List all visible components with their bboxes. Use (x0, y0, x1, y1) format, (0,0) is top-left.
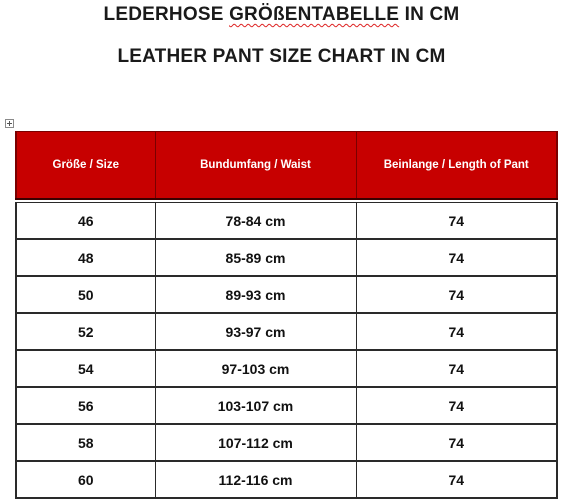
cell-waist[interactable]: 78-84 cm (155, 203, 356, 240)
cell-length[interactable]: 74 (356, 203, 557, 240)
cell-size[interactable]: 60 (16, 461, 155, 498)
cell-size[interactable]: 56 (16, 387, 155, 424)
cell-waist[interactable]: 85-89 cm (155, 239, 356, 276)
cell-size[interactable]: 58 (16, 424, 155, 461)
cell-size[interactable]: 48 (16, 239, 155, 276)
table-row (16, 239, 557, 276)
cell-waist[interactable]: 112-116 cm (155, 461, 356, 498)
size-chart-table (15, 131, 558, 499)
cell-length[interactable]: 74 (356, 276, 557, 313)
cell-length[interactable]: 74 (356, 387, 557, 424)
cell-length[interactable]: 74 (356, 239, 557, 276)
table-row (16, 461, 557, 498)
cell-length[interactable]: 74 (356, 461, 557, 498)
cell-size[interactable]: 46 (16, 203, 155, 240)
cell-waist[interactable]: 89-93 cm (155, 276, 356, 313)
table-move-handle-icon[interactable] (5, 119, 14, 128)
table-row (16, 203, 557, 240)
german-title-prefix: LEDERHOSE (103, 4, 230, 25)
table-row (16, 387, 557, 424)
header-waist: Bundumfang / Waist (155, 132, 356, 200)
cell-waist[interactable]: 103-107 cm (155, 387, 356, 424)
table-row (16, 424, 557, 461)
table-row (16, 350, 557, 387)
cell-length[interactable]: 74 (356, 424, 557, 461)
german-title-suffix: IN CM (399, 4, 460, 25)
table-row (16, 313, 557, 350)
cell-waist[interactable]: 93-97 cm (155, 313, 356, 350)
german-title (0, 4, 563, 26)
header-length: Beinlange / Length of Pant (356, 132, 557, 200)
table-header-row (16, 132, 557, 200)
cell-waist[interactable]: 97-103 cm (155, 350, 356, 387)
english-title: LEATHER PANT SIZE CHART IN CM (117, 46, 446, 67)
cell-length[interactable]: 74 (356, 350, 557, 387)
cell-size[interactable]: 50 (16, 276, 155, 313)
cell-size[interactable]: 54 (16, 350, 155, 387)
header-size: Größe / Size (16, 132, 155, 200)
cell-waist[interactable]: 107-112 cm (155, 424, 356, 461)
cell-length[interactable]: 74 (356, 313, 557, 350)
cell-size[interactable]: 52 (16, 313, 155, 350)
table-row (16, 276, 557, 313)
german-title-spellword: GRÖßENTABELLE (229, 4, 400, 25)
